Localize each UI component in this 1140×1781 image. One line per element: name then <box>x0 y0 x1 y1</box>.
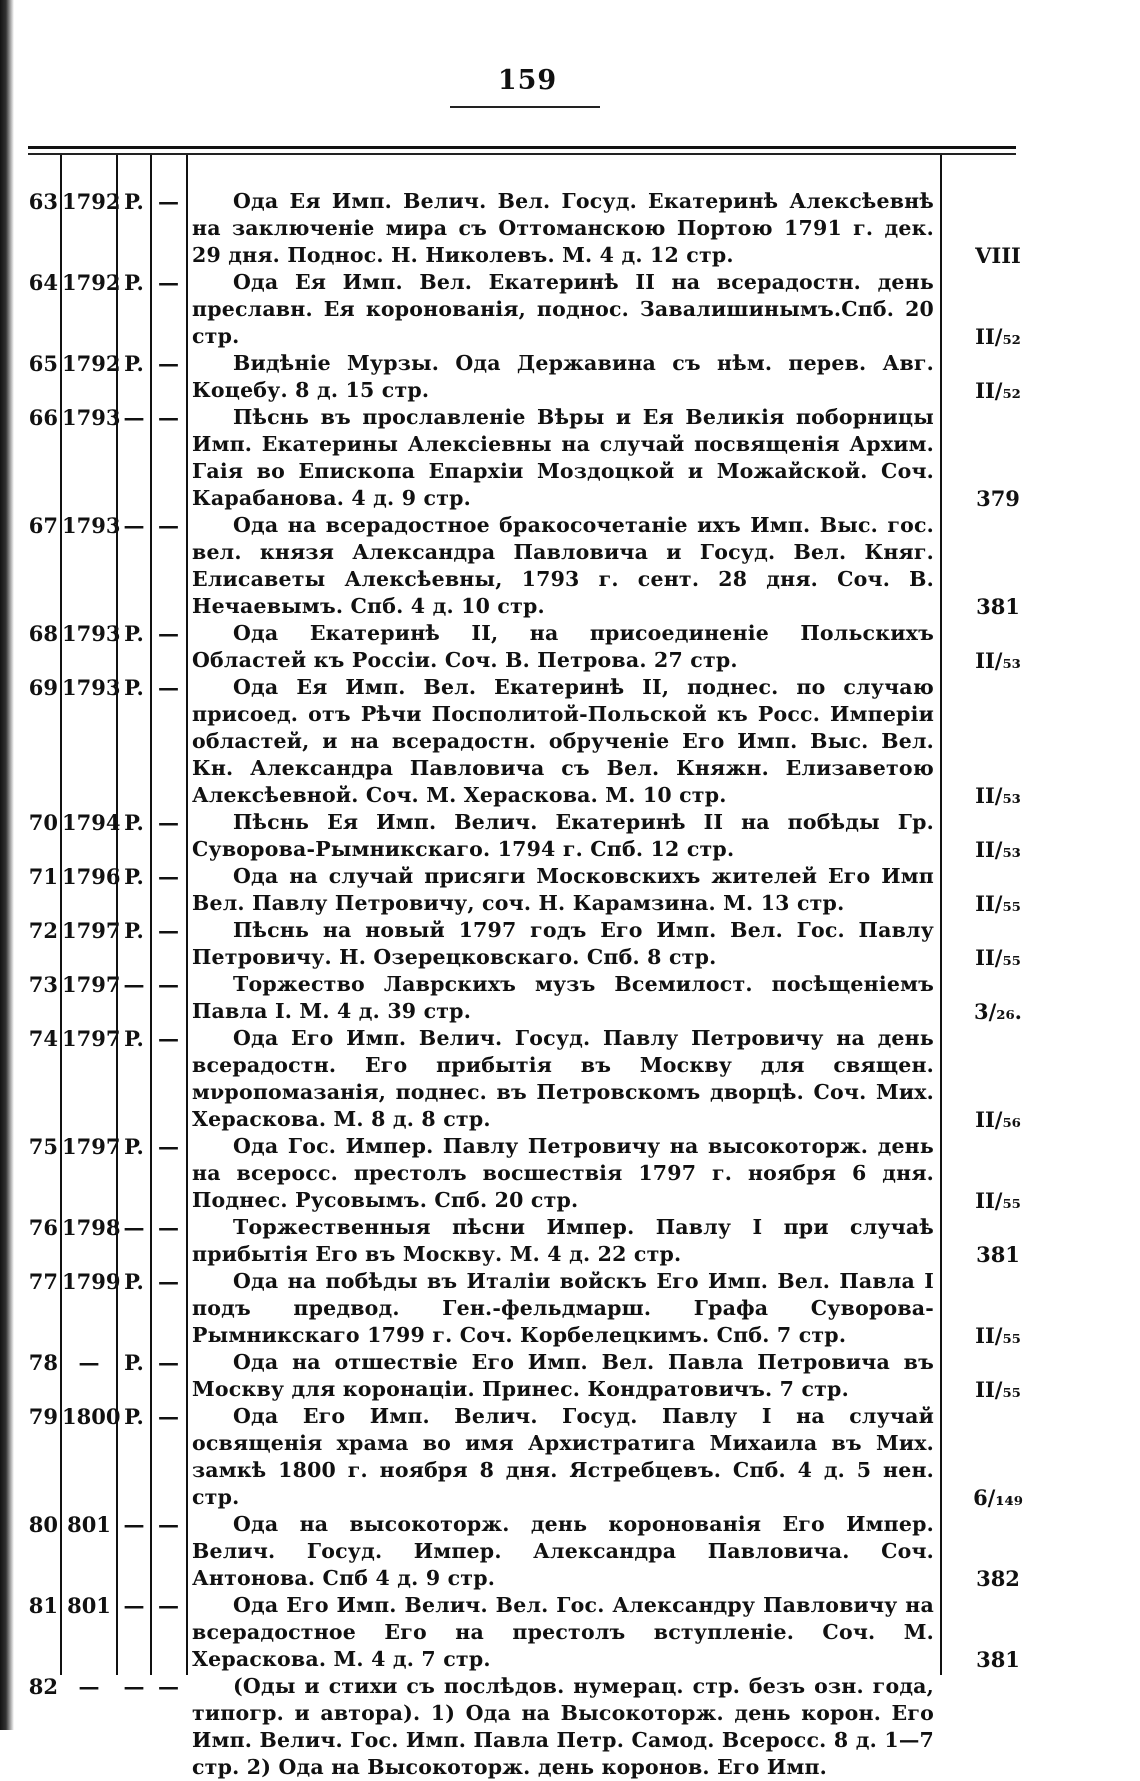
entry-mark: P. <box>124 1269 144 1294</box>
entry-page-ref: II/₅₃ <box>975 783 1021 808</box>
entry-mark: P. <box>124 189 144 214</box>
entry-dash: — <box>158 1674 179 1699</box>
entry-title: Ода Ея Имп. Вел. Екатеринѣ II, поднес. по случаю присоед. отъ Рѣчи Посполитой-Польской къ Росс. Имперіи областей, и на всерадостн. обрученіе Его Имп. Выс. Вел. Кн. Александра Павловича съ Вел. Княжн. Елизаветою Алексѣевной. Соч. М. Хераскова. М. 10 стр. <box>192 675 934 807</box>
page-number-rule <box>450 106 600 108</box>
entry-mark: P. <box>124 810 144 835</box>
entry-mark: — <box>123 1674 145 1699</box>
entry-dash: — <box>158 864 179 889</box>
catalog-entry <box>0 917 1140 971</box>
entry-page-ref: II/₅₃ <box>975 648 1021 673</box>
entry-dash: — <box>158 513 179 538</box>
catalog-table <box>0 188 1140 1781</box>
catalog-entry <box>0 1673 1140 1781</box>
entry-mark: — <box>123 405 145 430</box>
catalog-entry <box>0 1025 1140 1133</box>
catalog-entry <box>0 269 1140 350</box>
entry-dash: — <box>158 1404 179 1429</box>
entry-mark: P. <box>124 675 144 700</box>
entry-title: Ода Ея Имп. Вел. Екатеринѣ II на всерадостн. день преславн. Ея коронованія, поднос. Завалишинымъ.Спб. 20 стр. <box>192 270 934 348</box>
entry-page-ref: II/₅₅ <box>975 945 1021 970</box>
entry-mark: P. <box>124 1350 144 1375</box>
entry-number: 75 <box>28 1134 58 1159</box>
catalog-entry <box>0 971 1140 1025</box>
entry-dash: — <box>158 405 179 430</box>
entry-mark: P. <box>124 864 144 889</box>
entry-mark: P. <box>124 1134 144 1159</box>
entry-page-ref: II/₅₅ <box>975 891 1021 916</box>
entry-year: 1797 <box>62 972 121 997</box>
entry-page-ref: 381 <box>976 1647 1020 1672</box>
entry-title: Ода на всерадостное бракосочетаніе ихъ Имп. Выс. гос. вел. князя Александра Павловича и Госуд. Вел. Княг. Елисаветы Алексѣевны, 1793 г. сент. 28 дня. Соч. В. Нечаевымъ. Спб. 4 д. 10 стр. <box>192 513 934 618</box>
entry-number: 63 <box>28 189 58 214</box>
entry-title: Ода на случай присяги Московскихъ жителей Его Имп Вел. Павлу Петровичу, соч. Н. Карамзина. М. 13 стр. <box>192 864 934 915</box>
entry-page-ref: 3/₂₆. <box>974 999 1022 1024</box>
entry-mark: P. <box>124 1026 144 1051</box>
catalog-entry <box>0 512 1140 620</box>
entry-page-ref: 6/₁₄₉ <box>973 1485 1023 1510</box>
entry-mark: P. <box>124 621 144 646</box>
entry-page-ref: 382 <box>976 1566 1020 1591</box>
entry-page-ref: II/₅₂ <box>975 378 1021 403</box>
catalog-entry <box>0 1511 1140 1592</box>
entry-title: Ода на отшествіе Его Имп. Вел. Павла Петровича въ Москву для коронаціи. Принес. Кондратовичъ. 7 стр. <box>192 1350 934 1401</box>
entry-year: 1792 <box>62 270 121 295</box>
entry-dash: — <box>158 1269 179 1294</box>
entry-year: 1793 <box>62 405 121 430</box>
entry-title: Ода на высокоторж. день коронованія Его Импер. Велич. Госуд. Импер. Александра Павловича. Соч. Антонова. Спб 4 д. 9 стр. <box>192 1512 934 1590</box>
entry-page-ref: II/₅₃ <box>975 837 1021 862</box>
entry-number: 73 <box>28 972 58 997</box>
entry-mark: — <box>123 1512 145 1537</box>
entry-year: 1794 <box>62 810 121 835</box>
catalog-entry <box>0 809 1140 863</box>
entry-page-ref: II/₅₅ <box>975 1323 1021 1348</box>
catalog-entry <box>0 1133 1140 1214</box>
entry-year: 1797 <box>62 918 121 943</box>
entry-mark: — <box>123 1593 145 1618</box>
entry-number: 65 <box>28 351 58 376</box>
entry-title: Ода Его Имп. Велич. Госуд. Павлу I на случай освященія храма во имя Архистратига Михаила въ Мих. замкѣ 1800 г. ноября 8 дня. Ястребцевъ. Спб. 4 д. 5 нен. стр. <box>192 1404 934 1509</box>
entry-dash: — <box>158 810 179 835</box>
entry-title: Ода Ея Имп. Велич. Вел. Госуд. Екатеринѣ Алексѣевнѣ на заключеніе мира съ Оттоманскою Портою 1791 г. дек. 29 дня. Поднос. Н. Николевъ. М. 4 д. 12 стр. <box>192 189 934 267</box>
entry-title: Торжество Лаврскихъ музъ Всемилост. посѣщеніемъ Павла I. М. 4 д. 39 стр. <box>192 972 934 1023</box>
entry-number: 64 <box>28 270 58 295</box>
catalog-entry <box>0 1214 1140 1268</box>
entry-year: — <box>78 1674 100 1699</box>
catalog-entry <box>0 674 1140 809</box>
table-top-rule-second <box>28 153 1016 155</box>
entry-title: Ода Его Имп. Велич. Госуд. Павлу Петровичу на день всерадостн. Его прибытія въ Москву для священ. мνропомазанія, поднес. въ Петровскомъ дворцѣ. Соч. Мих. Хераскова. М. 8 д. 8 стр. <box>192 1026 934 1131</box>
catalog-entry <box>0 1403 1140 1511</box>
entry-mark: P. <box>124 270 144 295</box>
entry-dash: — <box>158 972 179 997</box>
entry-number: 72 <box>28 918 58 943</box>
entry-number: 74 <box>28 1026 58 1051</box>
entry-number: 71 <box>28 864 58 889</box>
entry-dash: — <box>158 675 179 700</box>
entry-title: Пѣснь Ея Имп. Велич. Екатеринѣ II на побѣды Гр. Суворова-Рымникскаго. 1794 г. Спб. 12 стр. <box>192 810 934 861</box>
entry-title: Ода Его Имп. Велич. Вел. Гос. Александру Павловичу на всерадостное Его на престолъ вступленіе. Соч. М. Хераскова. М. 4 д. 7 стр. <box>192 1593 934 1671</box>
catalog-entry <box>0 620 1140 674</box>
entry-dash: — <box>158 1026 179 1051</box>
entry-year: 1793 <box>62 675 121 700</box>
entry-page-ref: II/₅₅ <box>975 1377 1021 1402</box>
catalog-entry <box>0 1592 1140 1673</box>
entry-dash: — <box>158 189 179 214</box>
entry-dash: — <box>158 1350 179 1375</box>
entry-dash: — <box>158 351 179 376</box>
entry-page-ref: II/₅₅ <box>975 1188 1021 1213</box>
entry-year: 1800 <box>62 1404 121 1429</box>
entry-dash: — <box>158 1134 179 1159</box>
entry-number: 70 <box>28 810 58 835</box>
entry-year: 801 <box>67 1512 111 1537</box>
entry-page-ref: 379 <box>976 486 1020 511</box>
entry-year: 801 <box>67 1593 111 1618</box>
entry-mark: — <box>123 972 145 997</box>
entry-number: 67 <box>28 513 58 538</box>
entry-year: 1797 <box>62 1026 121 1051</box>
entry-year: 1793 <box>62 513 121 538</box>
entry-year: 1799 <box>62 1269 121 1294</box>
entry-mark: P. <box>124 918 144 943</box>
entry-dash: — <box>158 270 179 295</box>
entry-dash: — <box>158 1593 179 1618</box>
entry-title: Ода Екатеринѣ II, на присоединеніе Польскихъ Областей къ Россіи. Соч. В. Петрова. 27 стр. <box>192 621 934 672</box>
entry-number: 82 <box>28 1674 58 1699</box>
entry-mark: — <box>123 513 145 538</box>
entry-mark: P. <box>124 351 144 376</box>
entry-dash: — <box>158 1215 179 1240</box>
catalog-entry <box>0 863 1140 917</box>
entry-title: Торжественныя пѣсни Импер. Павлу I при случаѣ прибытія Его въ Москву. М. 4 д. 22 стр. <box>192 1215 934 1266</box>
entry-mark: P. <box>124 1404 144 1429</box>
entry-dash: — <box>158 621 179 646</box>
entry-page-ref: VIII <box>975 243 1021 268</box>
entry-page-ref: 381 <box>976 1242 1020 1267</box>
entry-number: 81 <box>28 1593 58 1618</box>
entry-number: 79 <box>28 1404 58 1429</box>
entry-dash: — <box>158 1512 179 1537</box>
catalog-entry <box>0 1268 1140 1349</box>
entry-page-ref: II/₅₂ <box>975 324 1021 349</box>
entry-page-ref: 381 <box>976 594 1020 619</box>
entry-title: Пѣснь на новый 1797 годъ Его Имп. Вел. Гос. Павлу Петровичу. Н. Озерецковскаго. Спб. 8 стр. <box>192 918 934 969</box>
entry-number: 78 <box>28 1350 58 1375</box>
entry-year: 1798 <box>62 1215 121 1240</box>
entry-number: 66 <box>28 405 58 430</box>
entry-year: 1792 <box>62 351 121 376</box>
entry-number: 80 <box>28 1512 58 1537</box>
entry-title: Видѣніе Мурзы. Ода Державина съ нѣм. перев. Авг. Коцебу. 8 д. 15 стр. <box>192 351 934 402</box>
entry-number: 69 <box>28 675 58 700</box>
catalog-entry <box>0 350 1140 404</box>
entry-year: 1796 <box>62 864 121 889</box>
entry-number: 68 <box>28 621 58 646</box>
catalog-entry <box>0 404 1140 512</box>
entry-number: 77 <box>28 1269 58 1294</box>
entry-title: Пѣснь въ прославленіе Вѣры и Ея Великія поборницы Имп. Екатерины Алексіевны на случай посвященія Архим. Гаія во Епископа Епархіи Моздоцкой и Можайской. Соч. Карабанова. 4 д. 9 стр. <box>192 405 934 510</box>
entry-dash: — <box>158 918 179 943</box>
entry-title: (Оды и стихи съ послѣдов. нумерац. стр. безъ озн. года, типогр. и автора). 1) Ода на Высокоторж. день корон. Его Имп. Велич. Гос. Имп. Павла Петр. Самод. Всеросс. 8 д. 1—7 стр. 2) Ода на Высокоторж. день коронов. Его Имп. <box>192 1674 934 1779</box>
table-top-rule <box>28 146 1016 149</box>
entry-page-ref: II/₅₆ <box>975 1107 1021 1132</box>
page-number: 159 <box>497 65 558 96</box>
entry-title: Ода Гос. Импер. Павлу Петровичу на высокоторж. день на всеросс. престолъ восшествія 1797 г. ноября 6 дня. Поднес. Русовымъ. Спб. 20 стр. <box>192 1134 934 1212</box>
entry-year: 1797 <box>62 1134 121 1159</box>
entry-year: 1792 <box>62 189 121 214</box>
entry-mark: — <box>123 1215 145 1240</box>
catalog-entry <box>0 1349 1140 1403</box>
entry-year: 1793 <box>62 621 121 646</box>
entry-title: Ода на побѣды въ Италіи войскъ Его Имп. Вел. Павла I подъ предвод. Ген.-фельдмарш. Графа Суворова-Рымникскаго 1799 г. Соч. Корбелецкимъ. Спб. 7 стр. <box>192 1269 934 1347</box>
catalog-entry <box>0 188 1140 269</box>
entry-number: 76 <box>28 1215 58 1240</box>
entry-year: — <box>78 1350 100 1375</box>
